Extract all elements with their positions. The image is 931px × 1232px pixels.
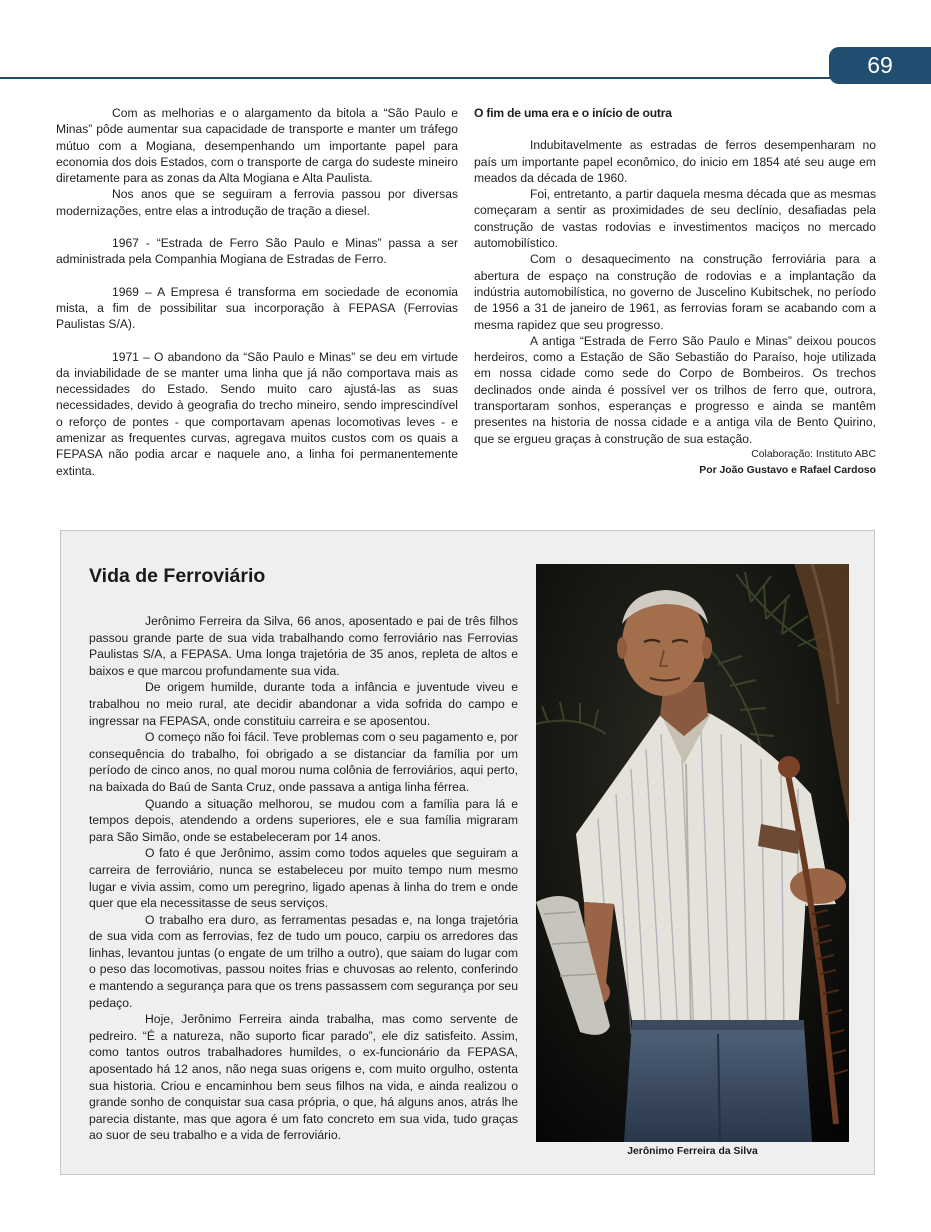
- right-column: [474, 105, 876, 480]
- box-title: Vida de Ferroviário: [89, 565, 266, 587]
- box-text: [89, 613, 518, 1144]
- section-heading: O fim de uma era e o início de outra: [474, 106, 672, 120]
- photo-caption: Jerônimo Ferreira da Silva: [627, 1146, 758, 1157]
- paragraph: O começo não foi fácil. Teve problemas com o seu pagamento e, por consequência do trabalho, foi obrigado a se distanciar da família por um período de cinco anos, no qual morou numa colônia de ferroviários, aqui perto, na baixada do Baú de Santa Cruz, onde passava a antiga linha férrea.: [89, 730, 518, 794]
- collaboration-credit: Colaboração: Instituto ABC: [751, 448, 876, 460]
- paragraph: Com o desaquecimento na construção ferroviária para a abertura de espaço na construção de rodovias e a implantação da indústria automobilística, no governo de Juscelino Kubitschek, no período de 1956 a 31 de janeiro de 1961, as ferrovias foram se acabando com a mesma rapidez que seu progresso.: [474, 252, 876, 332]
- page-number-tab: [829, 47, 931, 84]
- paragraph: De origem humilde, durante toda a infância e juventude viveu e trabalhou no meio rural, ate decidir abandonar a vida sofrida do campo e ingressar na FEPASA, onde constituiu carreira e se aposentou.: [89, 680, 518, 728]
- paragraph: O trabalho era duro, as ferramentas pesadas e, na longa trajetória de sua vida com as ferrovias, fez de tudo um pouco, carpiu os arredores das linhas, levantou juntas (o engate de um trilho a outro), que saiam do lugar com o peso das locomotivas, passou noites frias e chuvosas ao relento, conferindo e mantendo a segurança para que os trens passassem com segurança por seu pedaço.: [89, 912, 518, 1010]
- feature-box: [60, 530, 875, 1175]
- header-rule: [0, 77, 931, 79]
- paragraph: Nos anos que se seguiram a ferrovia passou por diversas modernizações, entre elas a introdução de tração a diesel.: [56, 187, 458, 218]
- page-number: 69: [867, 52, 893, 78]
- paragraph: Indubitavelmente as estradas de ferros desempenharam no país um importante papel econômico, do inicio em 1854 até seu auge em meados da década de 1960.: [474, 138, 876, 185]
- byline: Por João Gustavo e Rafael Cardoso: [699, 465, 876, 477]
- paragraph: Quando a situação melhorou, se mudou com a família para lá e tempos depois, atendendo a ordens superiores, ele e sua família migraram para São Simão, onde se estabeleceram por 14 anos.: [89, 796, 518, 844]
- paragraph: Foi, entretanto, a partir daquela mesma década que as mesmas começaram a sentir as proximidades de seu declínio, desafiadas pela construção de vastas rodovias e investimentos maciços no mercado automobilístico.: [474, 187, 876, 251]
- paragraph: O fato é que Jerônimo, assim como todos aqueles que seguiram a carreira de ferroviário, nunca se estabeleceu por muito tempo num mesmo lugar e vivia assim, como um peregrino, ligado apenas à linha do trem e onde quer que ela necessitasse de seus serviços.: [89, 846, 518, 911]
- paragraph: A antiga “Estrada de Ferro São Paulo e Minas” deixou poucos herdeiros, como a Estação de São Sebastião do Paraíso, hoje utilizada em nossa cidade como sede do Corpo de Bombeiros. Os trechos declinados onde ainda é possível ver os trilhos de ferro que, outrora, transportaram sonhos, esperanças e progresso e ainda se mantêm presentes na historia de nossa cidade e a antiga vila de Bento Quirino, que se ergueu graças à construção de sua estação.: [474, 333, 876, 446]
- paragraph: 1971 – O abandono da “São Paulo e Minas” se deu em virtude da inviabilidade de se manter uma linha que já não comportava mais as necessidades do Estado. Sendo muito caro ajustá-las as suas necessidades, devido à geografia do trecho mineiro, sendo imprescindível o reforço de pontes - que comportavam apenas locomotivas leves - e amenizar as frequentes curvas, agregava muitos custos com os quais a FEPASA não podia arcar e naquele ano, a linha foi permanentemente extinta.: [56, 349, 458, 478]
- paragraph: Hoje, Jerônimo Ferreira ainda trabalha, mas como servente de pedreiro. “É a natureza, não suporto ficar parado”, ele diz satisfeito. Assim, como tantos outros trabalhadores humildes, o ex-funcionário da FEPASA, aposentado há 12 anos, não nega suas origens e, com muito orgulho, ostenta sua historia. Criou e encaminhou bem seus filhos na vida, e ainda realizou o grande sonho de conquistar sua casa própria, o que, há alguns anos, atrás lhe parecia distante, mas que agora é um fato concreto em sua vida, tudo graças ao suor de seu trabalho e a vida de ferroviário.: [89, 1012, 518, 1143]
- paragraph: Jerônimo Ferreira da Silva, 66 anos, aposentado e pai de três filhos passou grande parte de sua vida trabalhando como ferroviário nas Ferrovias Paulistas S/A, a FEPASA. Uma longa trajetória de 35 anos, repleta de altos e baixos e que marcou profundamente sua vida.: [89, 614, 518, 678]
- paragraph: 1967 - “Estrada de Ferro São Paulo e Minas” passa a ser administrada pela Companhia Mogiana de Estradas de Ferro.: [56, 236, 458, 267]
- paragraph: Com as melhorias e o alargamento da bitola a “São Paulo e Minas” pôde aumentar sua capacidade de transporte e manter um tráfego mútuo com a Mogiana, desempenhando um importante papel para economia dos dois Estados, com o transporte de carga do sudeste mineiro diretamente para as zonas da Alta Mogiana e Alta Paulista.: [56, 106, 458, 186]
- left-column: [56, 105, 458, 479]
- portrait-photo: [536, 564, 849, 1142]
- paragraph: 1969 – A Empresa é transforma em sociedade de economia mista, a fim de possibilitar sua incorporação à FEPASA (Ferrovias Paulistas S/A).: [56, 284, 458, 332]
